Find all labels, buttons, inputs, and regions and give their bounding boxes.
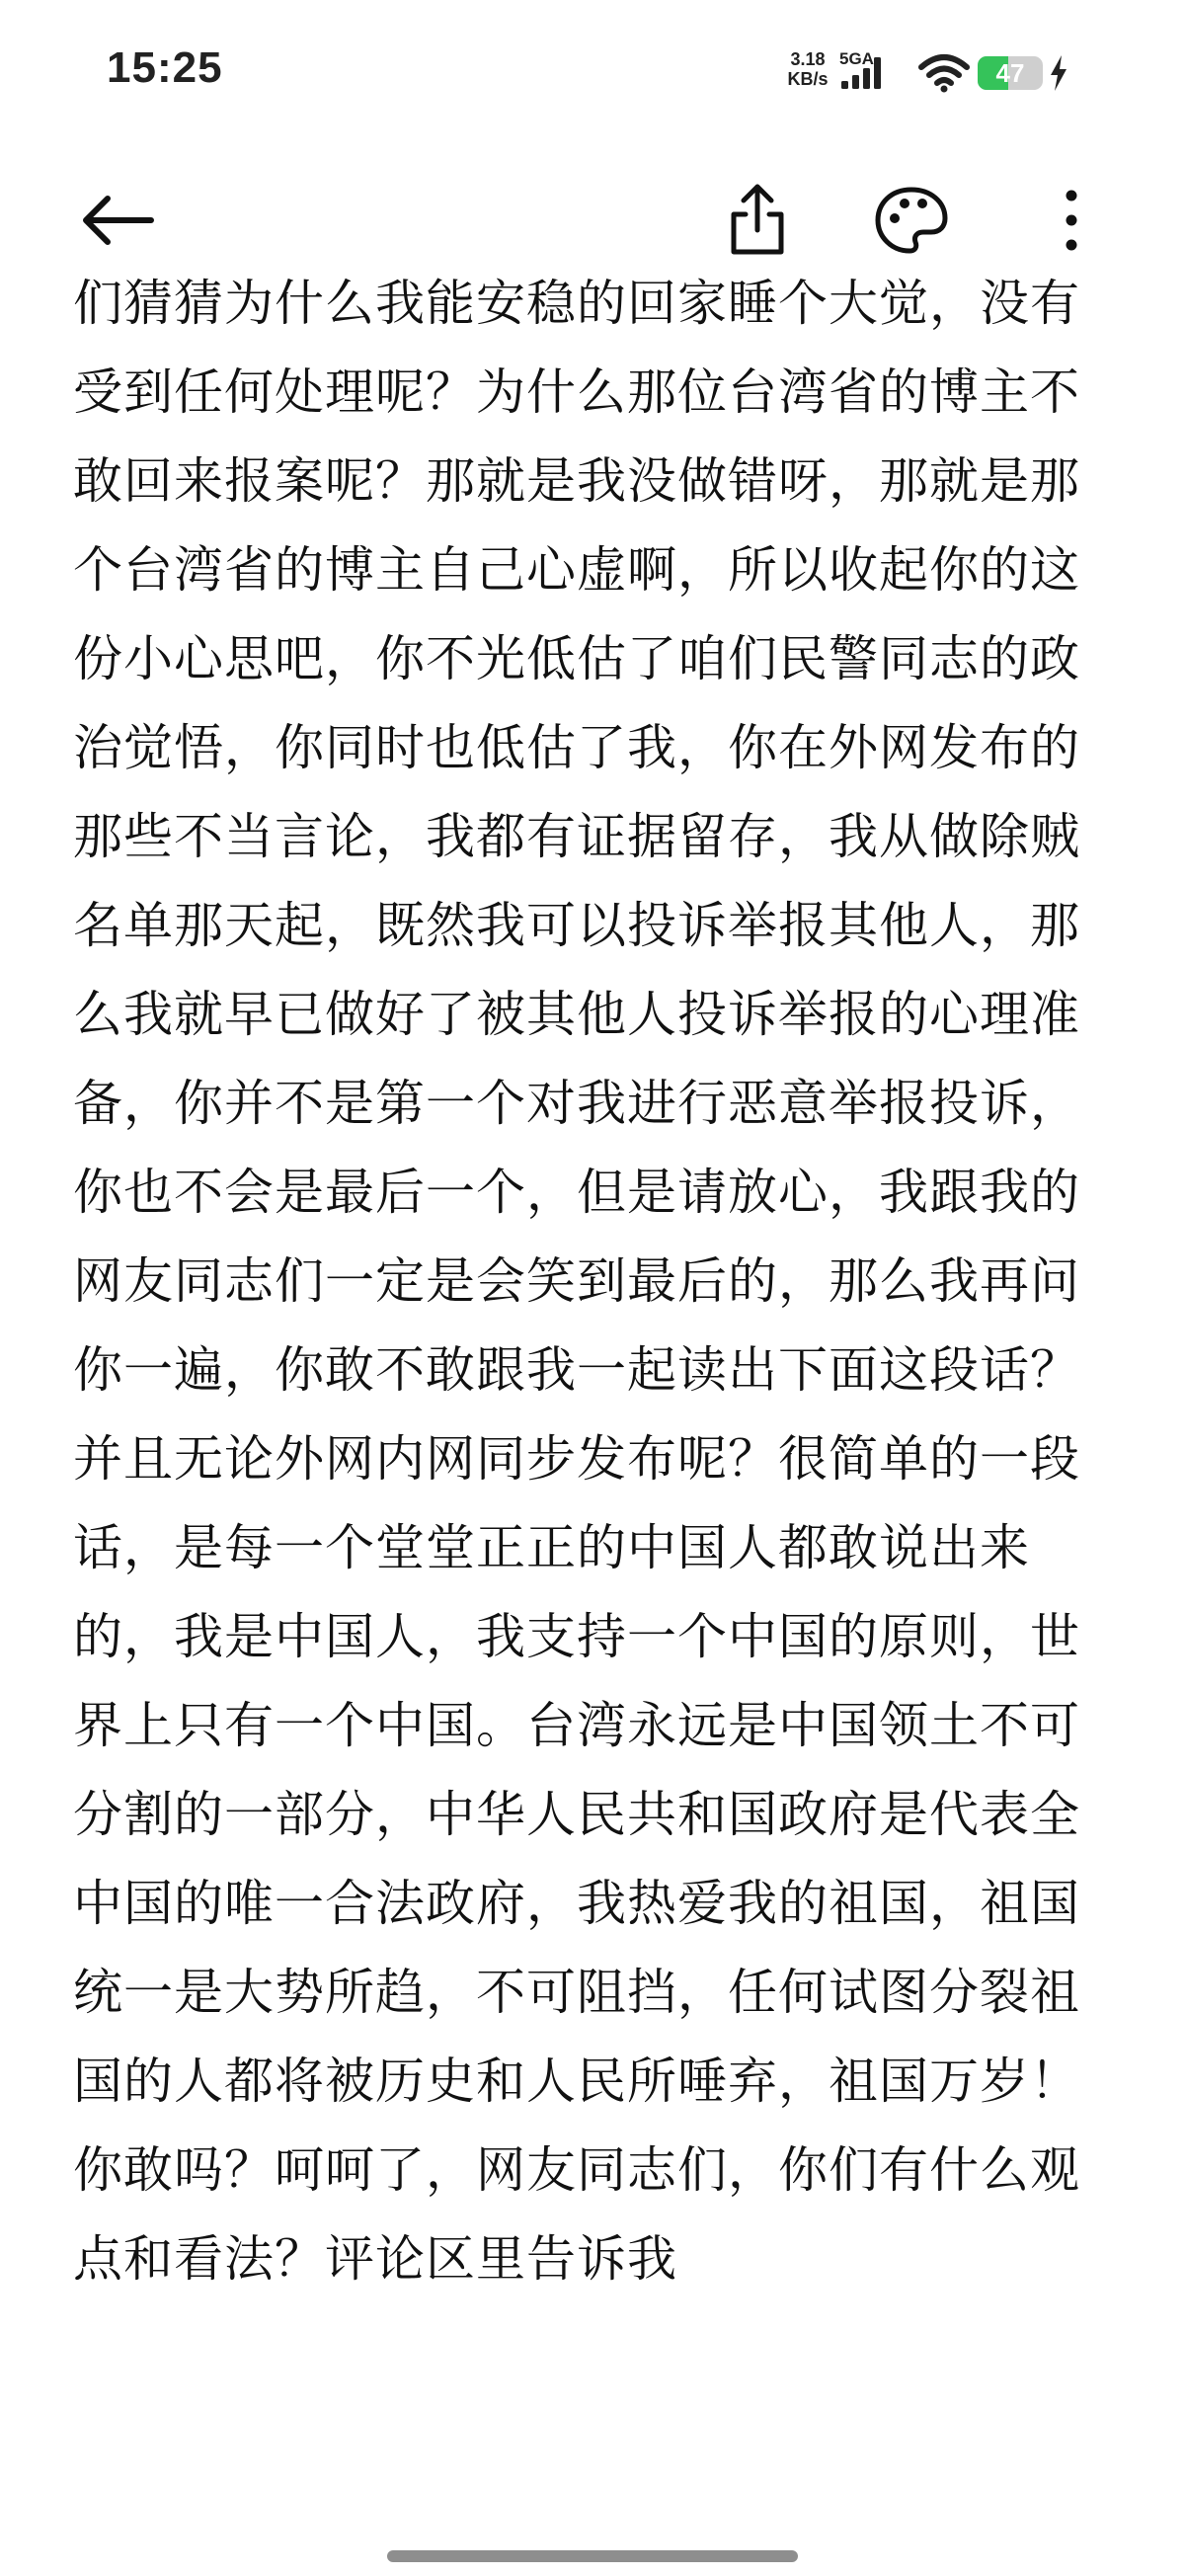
network-speed-unit: KB/s (787, 69, 829, 89)
network-speed-value: 3.18 (790, 49, 826, 69)
network-speed (780, 49, 835, 89)
more-options-button[interactable] (1017, 168, 1126, 277)
share-button[interactable] (703, 168, 812, 277)
theme-button[interactable] (857, 168, 966, 277)
back-arrow-icon (78, 191, 157, 254)
top-toolbar (0, 168, 1185, 277)
back-button[interactable] (63, 168, 172, 277)
article-content (73, 267, 1120, 2440)
status-time: 15:25 (107, 43, 223, 92)
palette-icon (874, 186, 949, 259)
share-icon (726, 181, 789, 264)
signal-icon (839, 47, 903, 95)
battery-level: 47 (995, 58, 1025, 88)
charging-icon (1049, 55, 1068, 95)
home-indicator[interactable] (387, 2550, 798, 2562)
signal-network-label: 5GA (839, 49, 874, 68)
status-bar (0, 0, 1185, 148)
article-body-text: 们猜猜为什么我能安稳的回家睡个大觉，没有受到任何处理呢？为什么那位台湾省的博主不敢回来报案呢？那就是我没做错呀，那就是那个台湾省的博主自己心虚啊，所以收起你的这份小心思吧，你不光低估了咱们民警同志的政治觉悟，你同时也低估了我，你在外网发布的那些不当言论，我都有证据留存，我从做除贼名单那天起，既然我可以投诉举报其他人，那么我就早已做好了被其他人投诉举报的心理准备，你并不是第一个对我进行恶意举报投诉，你也不会是最后一个，但是请放心，我跟我的网友同志们一定是会笑到最后的，那么我再问你一遍，你敢不敢跟我一起读出下面这段话？并且无论外网内网同步发布呢？很简单的一段话，是每一个堂堂正正的中国人都敢说出来的，我是中国人，我支持一个中国的原则，世界上只有一个中国。台湾永远是中国领土不可分割的一部分，中华人民共和国政府是代表全中国的唯一合法政府，我热爱我的祖国，祖国统一是大势所趋，不可阻挡，任何试图分裂祖国的人都将被历史和人民所唾弃，祖国万岁！你敢吗？呵呵了，网友同志们，你们有什么观点和看法？评论区里告诉我 (73, 275, 1080, 2288)
wifi-icon (918, 53, 970, 97)
more-vertical-icon (1064, 188, 1079, 257)
battery-icon (978, 56, 1043, 90)
